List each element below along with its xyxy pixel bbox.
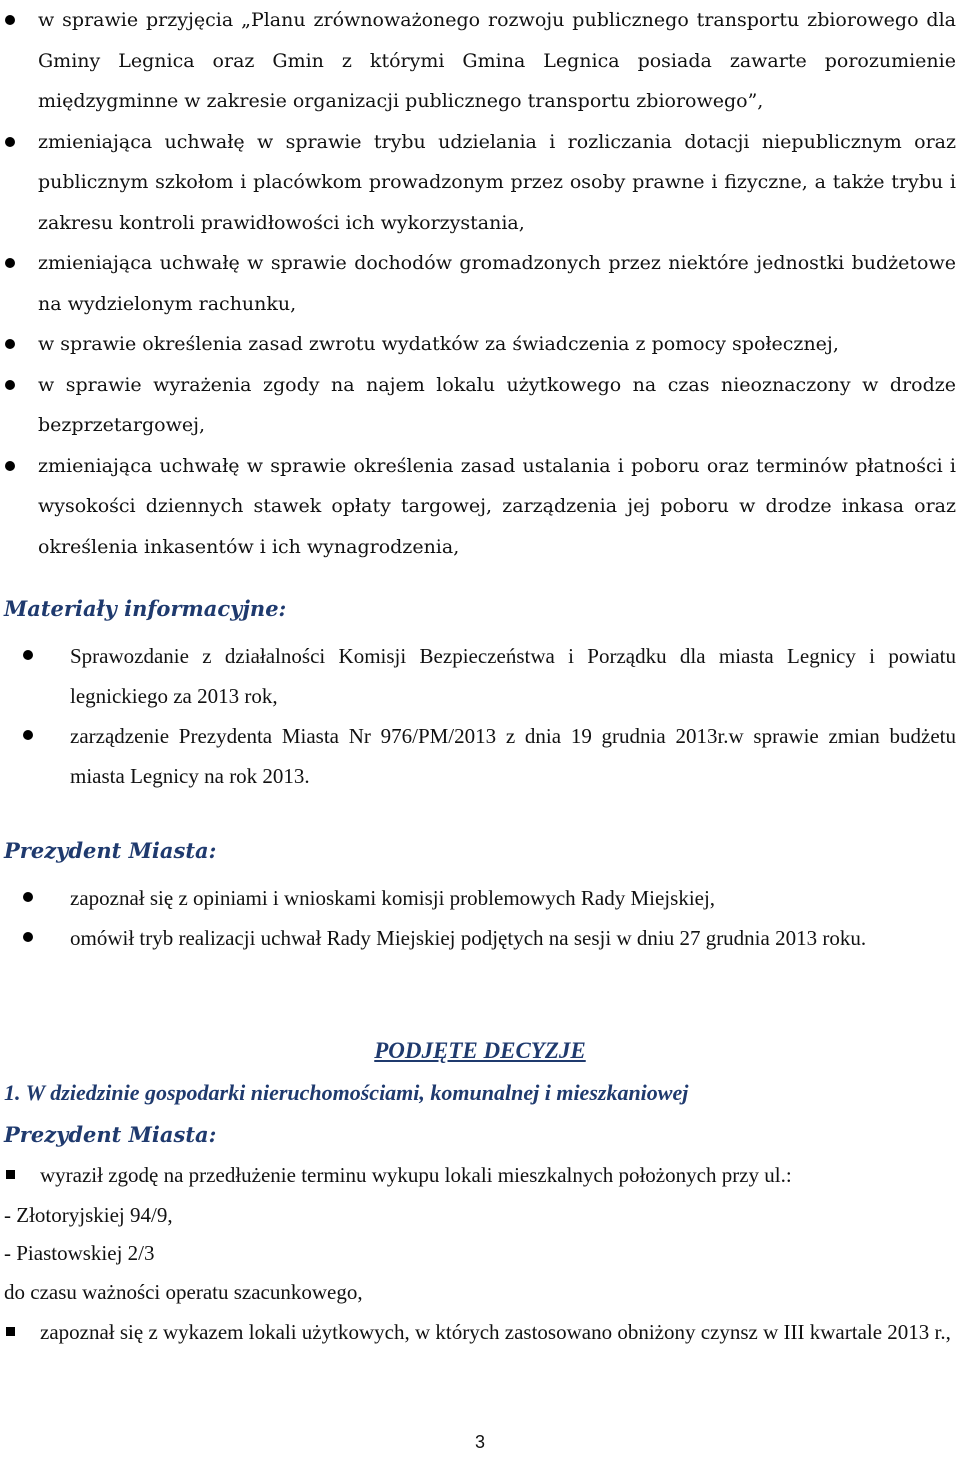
list-item bbox=[0, 1156, 960, 1194]
decisions-title bbox=[0, 1038, 960, 1064]
bullet-icon bbox=[5, 258, 15, 268]
list-item bbox=[0, 122, 960, 244]
president-heading: Prezydent Miasta: bbox=[4, 838, 217, 863]
list-item bbox=[0, 446, 960, 568]
bullet-icon bbox=[5, 380, 15, 390]
list-item bbox=[0, 636, 960, 716]
list-item-text: zapoznał się z opiniami i wnioskami komisji problemowych Rady Miejskiej, bbox=[70, 886, 716, 910]
list-item bbox=[0, 918, 960, 958]
list-item-text: zarządzenie Prezydenta Miasta Nr 976/PM/2013 z dnia 19 grudnia 2013r.w sprawie zmian budżetu miasta Legnicy na rok 2013. bbox=[70, 724, 956, 788]
list-item bbox=[0, 878, 960, 918]
list-item-text: w sprawie przyjęcia „Planu zrównoważonego rozwoju publicznego transportu zbiorowego dla Gminy Legnica oraz Gmin z którymi Gmina Legnica posiada zawarte porozumienie międzygminne w zakresie organizacji publicznego transportu zbiorowego”, bbox=[38, 9, 956, 112]
bullet-icon bbox=[23, 932, 33, 942]
list-item-text: w sprawie określenia zasad zwrotu wydatków za świadczenia z pomocy społecznej, bbox=[38, 333, 839, 355]
list-item-text: omówił tryb realizacji uchwał Rady Miejskiej podjętych na sesji w dniu 27 grudnia 2013 roku. bbox=[70, 926, 867, 950]
list-item-text: zmieniająca uchwałę w sprawie dochodów gromadzonych przez niektóre jednostki budżetowe na wydzielonym rachunku, bbox=[38, 252, 956, 315]
bullet-icon bbox=[5, 339, 15, 349]
square-bullet-icon bbox=[6, 1327, 15, 1336]
page-number: 3 bbox=[474, 1432, 485, 1452]
bullet-icon bbox=[23, 650, 33, 660]
list-item bbox=[0, 1313, 960, 1351]
materials-heading: Materiały informacyjne: bbox=[4, 596, 287, 621]
decisions-title-text: PODJĘTE DECYZJE bbox=[374, 1038, 586, 1063]
validity-line: do czasu ważności operatu szacunkowego, bbox=[4, 1280, 363, 1304]
bullet-icon bbox=[5, 461, 15, 471]
president-heading: Prezydent Miasta: bbox=[4, 1122, 217, 1147]
list-item-text: Sprawozdanie z działalności Komisji Bezpieczeństwa i Porządku dla miasta Legnicy i powiatu legnickiego za 2013 rok, bbox=[70, 644, 956, 708]
list-item-text: zmieniająca uchwałę w sprawie określenia zasad ustalania i poboru oraz terminów płatności i wysokości dziennych stawek opłaty targowej, zarządzenia jej poboru w drodze inkasa oraz określenia inkasentów i ich wynagrodzenia, bbox=[38, 454, 956, 558]
bullet-icon bbox=[23, 892, 33, 902]
list-item-text: w sprawie wyrażenia zgody na najem lokalu użytkowego na czas nieoznaczony w drodze bezprzetargowej, bbox=[38, 373, 956, 436]
list-item bbox=[0, 243, 960, 324]
list-item bbox=[0, 324, 960, 365]
materials-list bbox=[0, 636, 960, 796]
list-item bbox=[0, 716, 960, 796]
section-heading: 1. W dziedzinie gospodarki nieruchomościami, komunalnej i mieszkaniowej bbox=[4, 1080, 689, 1105]
list-item-text: wyraził zgodę na przedłużenie terminu wykupu lokali mieszkalnych położonych przy ul.: bbox=[40, 1163, 792, 1187]
street-line: - Złotoryjskiej 94/9, bbox=[4, 1203, 173, 1227]
list-item-text: zmieniająca uchwałę w sprawie trybu udzielania i rozliczania dotacji niepublicznym oraz publicznym szkołom i placówkom prowadzonym przez osoby prawne i fizyczne, a także trybu i zakresu kontroli prawidłowości ich wykorzystania, bbox=[38, 130, 956, 234]
list-item-text: zapoznał się z wykazem lokali użytkowych, w których zastosowano obniżony czynsz w III kwartale 2013 r., bbox=[40, 1320, 951, 1344]
resolutions-list bbox=[0, 0, 960, 567]
square-bullet-icon bbox=[6, 1170, 15, 1179]
street-line: - Piastowskiej 2/3 bbox=[4, 1241, 155, 1265]
bullet-icon bbox=[5, 137, 15, 147]
bullet-icon bbox=[5, 15, 15, 25]
president-list bbox=[0, 878, 960, 958]
list-item bbox=[0, 0, 960, 122]
list-item bbox=[0, 365, 960, 446]
bullet-icon bbox=[23, 730, 33, 740]
